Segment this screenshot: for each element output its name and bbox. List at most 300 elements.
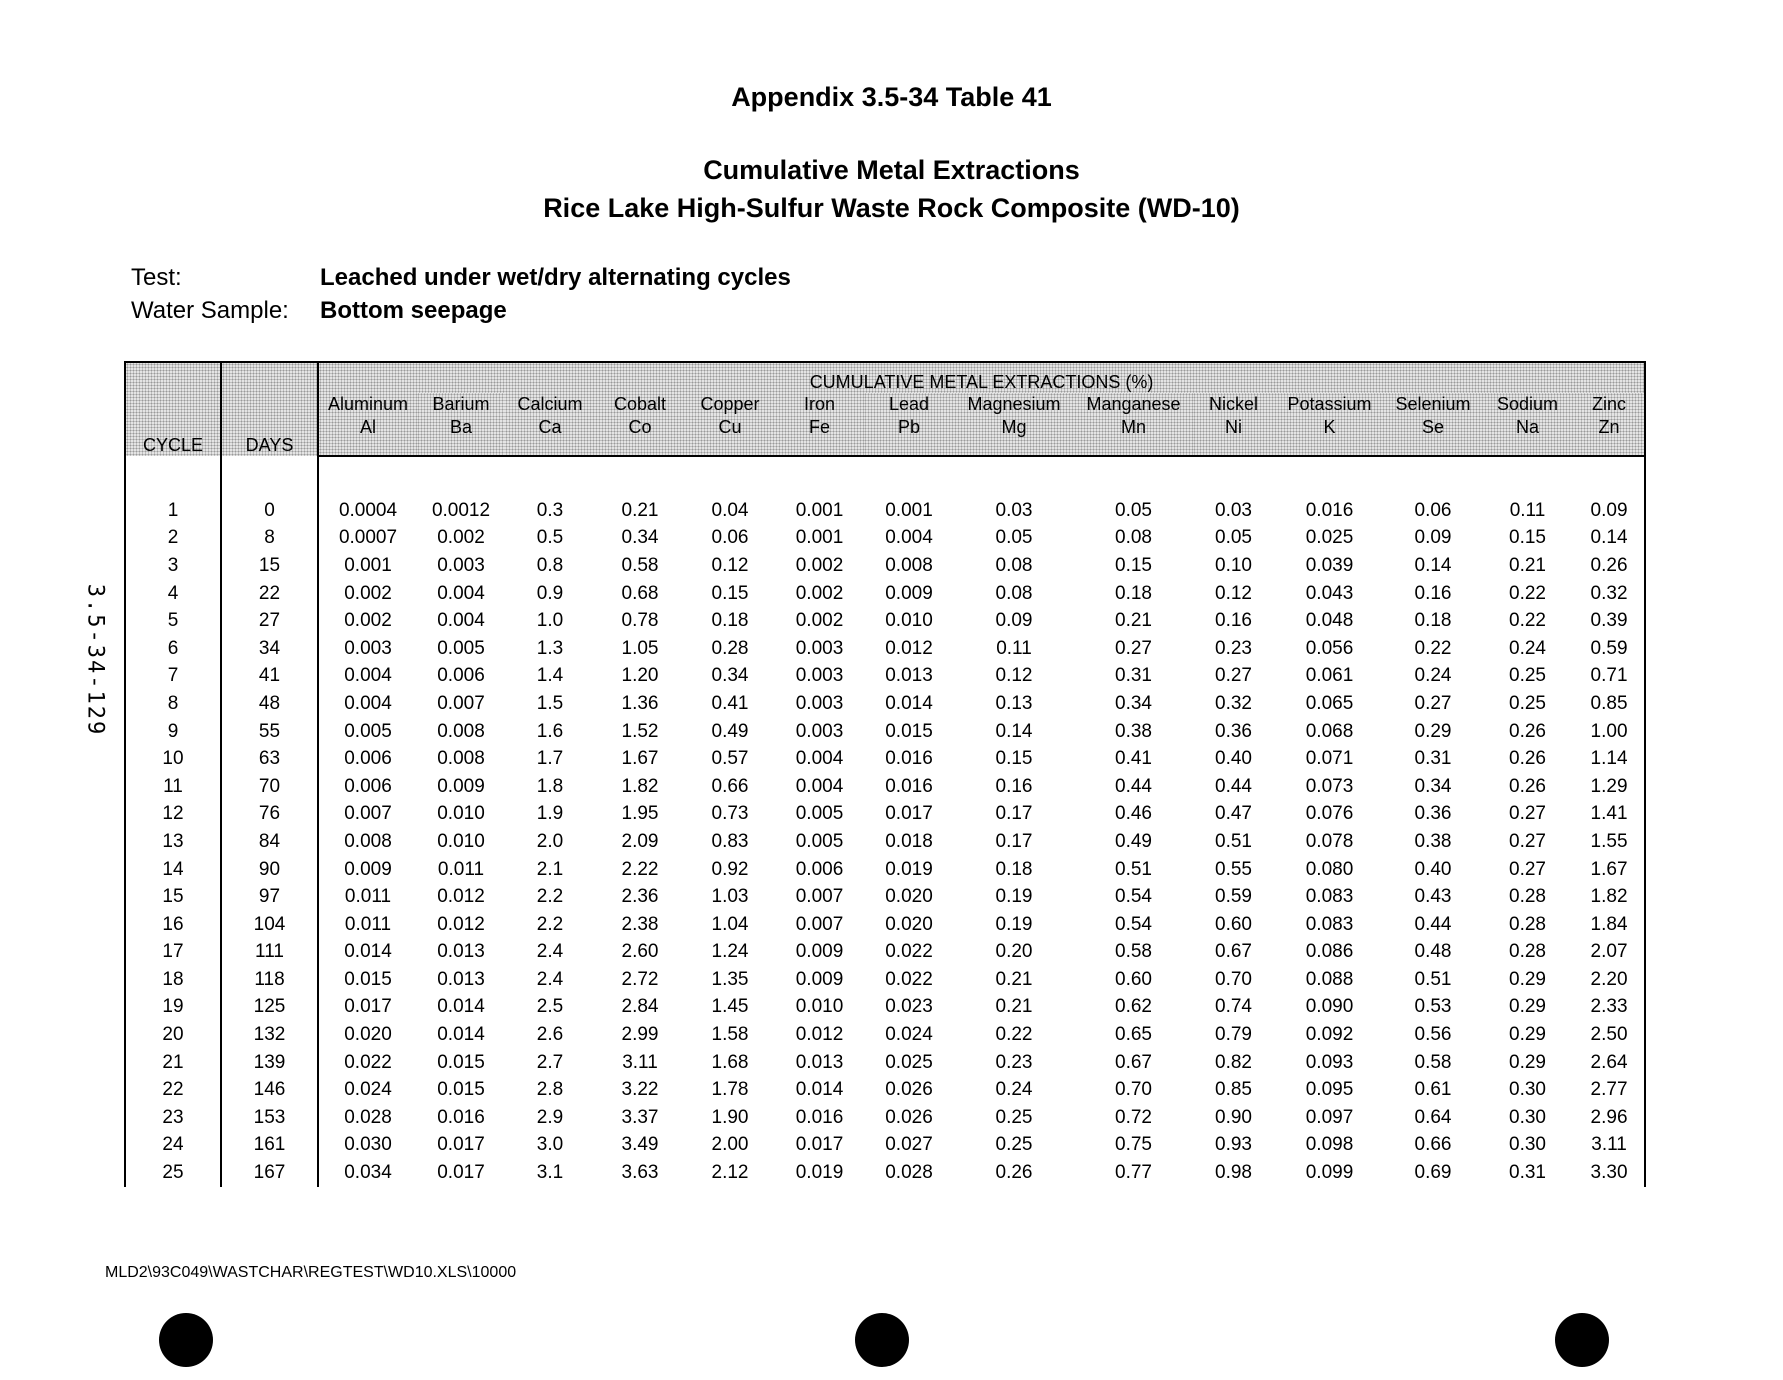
- value-cell-ba: 0.004: [437, 610, 485, 632]
- value-cell-zn: 3.30: [1574, 1159, 1645, 1187]
- days-cell: 139: [221, 1049, 318, 1077]
- value-cell-na: 0.25: [1509, 665, 1546, 687]
- value-cell-cu: 1.45: [711, 996, 749, 1018]
- value-cell-mn: 0.15: [1115, 554, 1152, 576]
- value-cell-se: 0.69: [1414, 1162, 1452, 1184]
- value-cell-na: 0.28: [1509, 886, 1546, 908]
- value-cell-k: 0.043: [1305, 582, 1354, 604]
- page-number-vertical: 3.5-34-129: [82, 583, 108, 737]
- value-cell-al: 0.028: [344, 1106, 392, 1128]
- value-cell-ca: 1.3: [536, 637, 564, 659]
- appendix-title: Appendix 3.5-34 Table 41: [731, 82, 1052, 112]
- value-cell-pb: 0.014: [885, 692, 933, 714]
- value-cell-cu: 2.00: [711, 1134, 749, 1156]
- value-cell-ni: 0.44: [1215, 775, 1252, 797]
- value-cell-cu: 1.58: [711, 1024, 749, 1046]
- value-cell-pb: 0.020: [885, 913, 933, 935]
- value-cell-co: 1.95: [621, 803, 659, 825]
- value-cell-pb: 0.001: [885, 499, 933, 521]
- value-cell-fe: 0.006: [795, 858, 844, 880]
- table-row: [125, 635, 1645, 663]
- value-cell-al: 0.017: [344, 996, 392, 1018]
- value-cell-ca: 1.5: [536, 692, 564, 714]
- days-cell: 125: [221, 994, 318, 1022]
- value-cell-mn: 0.05: [1115, 499, 1152, 521]
- value-cell-k: 0.086: [1305, 941, 1354, 963]
- metal-symbol-mg: Mg: [954, 415, 1074, 456]
- days-cell: 111: [221, 939, 318, 967]
- value-cell-co: 3.63: [621, 1162, 659, 1184]
- days-cell: 167: [221, 1159, 318, 1187]
- value-cell-al: 0.024: [344, 1079, 392, 1101]
- value-cell-na: 0.29: [1509, 968, 1546, 990]
- value-cell-cu: 0.28: [711, 637, 749, 659]
- value-cell-ba: 0.004: [437, 582, 485, 604]
- value-cell-zn: 0.71: [1574, 663, 1645, 691]
- punch-hole-right: [1555, 1313, 1609, 1367]
- value-cell-al: 0.008: [344, 830, 392, 852]
- value-cell-mg: 0.11: [996, 637, 1032, 659]
- value-cell-mg: 0.08: [995, 554, 1033, 576]
- value-cell-al: 0.005: [344, 720, 392, 742]
- value-cell-na: 0.15: [1509, 527, 1546, 549]
- value-cell-al: 0.020: [344, 1024, 392, 1046]
- value-cell-cu: 0.34: [711, 665, 749, 687]
- days-cell: 97: [221, 883, 318, 911]
- value-cell-ba: 0.0012: [431, 499, 491, 521]
- value-cell-ni: 0.51: [1215, 830, 1252, 852]
- value-cell-k: 0.097: [1305, 1106, 1354, 1128]
- value-cell-cu: 0.15: [711, 582, 749, 604]
- value-cell-zn: 0.39: [1574, 607, 1645, 635]
- metal-symbol-co: Co: [595, 415, 685, 456]
- cycle-cell: 13: [125, 828, 221, 856]
- days-cell: 22: [221, 580, 318, 608]
- metal-symbol-row: [125, 415, 1645, 456]
- value-cell-ca: 0.3: [536, 499, 564, 521]
- cycle-cell: 19: [125, 994, 221, 1022]
- value-cell-na: 0.28: [1509, 941, 1546, 963]
- metal-name-mn: Manganese: [1074, 393, 1193, 415]
- value-cell-ca: 2.4: [536, 941, 564, 963]
- value-cell-co: 1.20: [621, 665, 659, 687]
- value-cell-co: 2.36: [621, 886, 659, 908]
- value-cell-ba: 0.009: [437, 775, 485, 797]
- value-cell-mg: 0.13: [995, 692, 1033, 714]
- value-cell-al: 0.034: [344, 1162, 392, 1184]
- value-cell-co: 2.99: [621, 1024, 659, 1046]
- table-row: [125, 580, 1645, 608]
- value-cell-fe: 0.010: [795, 996, 844, 1018]
- value-cell-mn: 0.54: [1115, 913, 1152, 935]
- group-title: CUMULATIVE METAL EXTRACTIONS (%): [318, 362, 1645, 393]
- cycle-cell: 15: [125, 883, 221, 911]
- value-cell-mg: 0.24: [995, 1079, 1033, 1101]
- metal-name-ni: Nickel: [1193, 393, 1274, 415]
- days-cell: 84: [221, 828, 318, 856]
- value-cell-cu: 0.73: [711, 803, 749, 825]
- table-row: [125, 607, 1645, 635]
- value-cell-se: 0.22: [1414, 637, 1452, 659]
- table-header: [125, 362, 1645, 456]
- days-header: DAYS: [221, 362, 318, 456]
- value-cell-fe: 0.017: [795, 1134, 844, 1156]
- value-cell-zn: 2.07: [1574, 939, 1645, 967]
- table-row: [125, 552, 1645, 580]
- value-cell-mg: 0.12: [995, 665, 1033, 687]
- metal-name-ba: Barium: [417, 393, 505, 415]
- value-cell-ni: 0.82: [1215, 1051, 1252, 1073]
- page-title: Cumulative Metal Extractions: [703, 155, 1080, 185]
- value-cell-pb: 0.026: [885, 1079, 933, 1101]
- value-cell-fe: 0.004: [795, 775, 844, 797]
- value-cell-ca: 3.1: [536, 1162, 564, 1184]
- value-cell-cu: 0.66: [711, 775, 749, 797]
- value-cell-ca: 1.6: [536, 720, 564, 742]
- value-cell-k: 0.056: [1305, 637, 1354, 659]
- value-cell-mg: 0.20: [995, 941, 1033, 963]
- cycle-cell: 5: [125, 607, 221, 635]
- value-cell-ba: 0.012: [437, 886, 485, 908]
- value-cell-mg: 0.19: [995, 913, 1033, 935]
- value-cell-ba: 0.014: [437, 1024, 485, 1046]
- value-cell-ca: 1.7: [536, 748, 564, 770]
- cycle-cell: 1: [125, 497, 221, 525]
- value-cell-na: 0.11: [1509, 499, 1546, 521]
- days-cell: 132: [221, 1021, 318, 1049]
- value-cell-pb: 0.027: [885, 1134, 933, 1156]
- value-cell-k: 0.039: [1305, 554, 1354, 576]
- metal-name-fe: Iron: [775, 393, 864, 415]
- value-cell-ni: 0.85: [1215, 1079, 1252, 1101]
- value-cell-fe: 0.003: [795, 637, 844, 659]
- value-cell-ca: 2.4: [536, 968, 564, 990]
- value-cell-al: 0.003: [344, 637, 392, 659]
- days-cell: 48: [221, 690, 318, 718]
- value-cell-cu: 0.18: [711, 610, 749, 632]
- value-cell-co: 1.82: [621, 775, 659, 797]
- value-cell-k: 0.088: [1305, 968, 1354, 990]
- value-cell-ca: 2.0: [536, 830, 564, 852]
- value-cell-pb: 0.022: [885, 941, 933, 963]
- table-row: [125, 801, 1645, 829]
- value-cell-ca: 0.8: [536, 554, 564, 576]
- value-cell-cu: 0.49: [711, 720, 749, 742]
- value-cell-ni: 0.16: [1215, 610, 1252, 632]
- value-cell-mn: 0.08: [1115, 527, 1152, 549]
- table-row: [125, 994, 1645, 1022]
- value-cell-ca: 0.9: [536, 582, 564, 604]
- value-cell-al: 0.004: [344, 665, 392, 687]
- value-cell-fe: 0.002: [795, 582, 844, 604]
- value-cell-al: 0.006: [344, 775, 392, 797]
- value-cell-cu: 0.04: [711, 499, 749, 521]
- value-cell-k: 0.083: [1305, 886, 1354, 908]
- value-cell-mg: 0.14: [995, 720, 1033, 742]
- value-cell-fe: 0.009: [795, 968, 844, 990]
- value-cell-mn: 0.49: [1115, 830, 1152, 852]
- table-row: [125, 1132, 1645, 1160]
- value-cell-ba: 0.005: [437, 637, 485, 659]
- value-cell-ca: 1.0: [536, 610, 564, 632]
- value-cell-fe: 0.016: [795, 1106, 844, 1128]
- cycle-cell: 17: [125, 939, 221, 967]
- value-cell-ba: 0.015: [437, 1079, 485, 1101]
- cycle-cell: 11: [125, 773, 221, 801]
- table-row: [125, 1076, 1645, 1104]
- value-cell-fe: 0.005: [795, 803, 844, 825]
- value-cell-k: 0.068: [1305, 720, 1354, 742]
- value-cell-al: 0.014: [344, 941, 392, 963]
- value-cell-ni: 0.98: [1215, 1162, 1252, 1184]
- value-cell-ca: 2.6: [536, 1024, 564, 1046]
- value-cell-co: 2.72: [621, 968, 659, 990]
- value-cell-zn: 1.67: [1574, 856, 1645, 884]
- value-cell-co: 2.60: [621, 941, 659, 963]
- days-cell: 0: [221, 497, 318, 525]
- extraction-table: [124, 361, 1646, 1187]
- value-cell-cu: 1.78: [711, 1079, 749, 1101]
- value-cell-fe: 0.007: [795, 886, 844, 908]
- metal-name-co: Cobalt: [595, 393, 685, 415]
- value-cell-na: 0.26: [1509, 720, 1546, 742]
- value-cell-zn: 0.32: [1574, 580, 1645, 608]
- value-cell-al: 0.002: [344, 610, 392, 632]
- value-cell-mn: 0.58: [1115, 941, 1152, 963]
- value-cell-pb: 0.008: [885, 554, 933, 576]
- value-cell-pb: 0.012: [885, 637, 933, 659]
- value-cell-k: 0.080: [1305, 858, 1354, 880]
- value-cell-mn: 0.34: [1115, 692, 1152, 714]
- value-cell-ba: 0.010: [437, 830, 485, 852]
- value-cell-co: 2.22: [621, 858, 659, 880]
- table-row: [125, 939, 1645, 967]
- cycle-cell: 14: [125, 856, 221, 884]
- value-cell-se: 0.27: [1414, 692, 1452, 714]
- cycle-cell: 24: [125, 1132, 221, 1160]
- value-cell-zn: 1.29: [1574, 773, 1645, 801]
- metal-symbol-al: Al: [318, 415, 417, 456]
- value-cell-se: 0.44: [1414, 913, 1452, 935]
- value-cell-se: 0.16: [1414, 582, 1452, 604]
- test-value: Leached under wet/dry alternating cycles: [320, 264, 791, 291]
- cycle-cell: 25: [125, 1159, 221, 1187]
- value-cell-co: 2.38: [621, 913, 659, 935]
- table-row: [125, 773, 1645, 801]
- value-cell-mg: 0.16: [995, 775, 1033, 797]
- value-cell-mn: 0.72: [1115, 1106, 1152, 1128]
- value-cell-se: 0.53: [1414, 996, 1452, 1018]
- days-cell: 118: [221, 966, 318, 994]
- value-cell-zn: 1.14: [1574, 745, 1645, 773]
- value-cell-pb: 0.013: [885, 665, 933, 687]
- value-cell-ba: 0.013: [437, 968, 485, 990]
- value-cell-zn: 2.64: [1574, 1049, 1645, 1077]
- value-cell-pb: 0.009: [885, 582, 933, 604]
- value-cell-se: 0.58: [1414, 1051, 1452, 1073]
- value-cell-ba: 0.012: [437, 913, 485, 935]
- value-cell-k: 0.095: [1305, 1079, 1354, 1101]
- value-cell-ca: 0.5: [536, 527, 564, 549]
- value-cell-ba: 0.015: [437, 1051, 485, 1073]
- value-cell-na: 0.27: [1509, 858, 1546, 880]
- cycle-cell: 16: [125, 911, 221, 939]
- value-cell-co: 0.68: [621, 582, 659, 604]
- value-cell-co: 2.84: [621, 996, 659, 1018]
- value-cell-co: 0.78: [621, 610, 659, 632]
- value-cell-cu: 0.57: [711, 748, 749, 770]
- value-cell-co: 2.09: [621, 830, 659, 852]
- value-cell-k: 0.065: [1305, 692, 1354, 714]
- value-cell-k: 0.048: [1305, 610, 1354, 632]
- value-cell-co: 0.34: [621, 527, 659, 549]
- value-cell-ba: 0.008: [437, 720, 485, 742]
- days-cell: 146: [221, 1076, 318, 1104]
- value-cell-ni: 0.12: [1215, 582, 1252, 604]
- table-row: [125, 497, 1645, 525]
- value-cell-zn: 0.85: [1574, 690, 1645, 718]
- cycle-cell: 12: [125, 801, 221, 829]
- value-cell-ca: 2.9: [536, 1106, 564, 1128]
- value-cell-ni: 0.70: [1215, 968, 1252, 990]
- value-cell-mn: 0.62: [1115, 996, 1152, 1018]
- value-cell-se: 0.06: [1414, 499, 1452, 521]
- value-cell-k: 0.076: [1305, 803, 1354, 825]
- value-cell-ni: 0.59: [1215, 886, 1252, 908]
- value-cell-co: 1.67: [621, 748, 659, 770]
- value-cell-cu: 1.04: [711, 913, 749, 935]
- value-cell-ba: 0.010: [437, 803, 485, 825]
- value-cell-fe: 0.004: [795, 748, 844, 770]
- cycle-cell: 6: [125, 635, 221, 663]
- days-cell: 8: [221, 525, 318, 553]
- value-cell-ca: 1.9: [536, 803, 564, 825]
- value-cell-zn: 2.20: [1574, 966, 1645, 994]
- value-cell-cu: 0.41: [711, 692, 749, 714]
- cycle-cell: 8: [125, 690, 221, 718]
- value-cell-na: 0.29: [1509, 1051, 1546, 1073]
- value-cell-mn: 0.18: [1115, 582, 1152, 604]
- value-cell-na: 0.29: [1509, 1024, 1546, 1046]
- value-cell-na: 0.29: [1509, 996, 1546, 1018]
- value-cell-mg: 0.05: [995, 527, 1033, 549]
- days-cell: 70: [221, 773, 318, 801]
- value-cell-ni: 0.93: [1215, 1134, 1252, 1156]
- value-cell-mg: 0.17: [995, 803, 1033, 825]
- metal-name-na: Sodium: [1481, 393, 1574, 415]
- value-cell-na: 0.27: [1509, 830, 1546, 852]
- value-cell-ni: 0.36: [1215, 720, 1252, 742]
- value-cell-ba: 0.002: [437, 527, 485, 549]
- metal-name-se: Selenium: [1385, 393, 1481, 415]
- value-cell-cu: 1.03: [711, 886, 749, 908]
- value-cell-pb: 0.004: [885, 527, 933, 549]
- value-cell-k: 0.092: [1305, 1024, 1354, 1046]
- value-cell-ni: 0.27: [1215, 665, 1252, 687]
- value-cell-al: 0.004: [344, 692, 392, 714]
- days-cell: 161: [221, 1132, 318, 1160]
- value-cell-co: 1.52: [621, 720, 659, 742]
- value-cell-ba: 0.016: [437, 1106, 485, 1128]
- cycle-cell: 7: [125, 663, 221, 691]
- value-cell-na: 0.25: [1509, 692, 1546, 714]
- value-cell-mg: 0.09: [995, 610, 1033, 632]
- value-cell-mn: 0.46: [1115, 803, 1152, 825]
- value-cell-k: 0.025: [1305, 527, 1354, 549]
- value-cell-ba: 0.017: [437, 1134, 485, 1156]
- metal-name-ca: Calcium: [505, 393, 595, 415]
- metal-symbol-zn: Zn: [1574, 415, 1645, 456]
- value-cell-mn: 0.77: [1115, 1162, 1152, 1184]
- metal-name-zn: Zinc: [1574, 393, 1645, 415]
- value-cell-k: 0.098: [1305, 1134, 1354, 1156]
- table-row: [125, 525, 1645, 553]
- days-cell: 34: [221, 635, 318, 663]
- value-cell-mg: 0.03: [995, 499, 1033, 521]
- table-row: [125, 966, 1645, 994]
- metal-symbol-ba: Ba: [417, 415, 505, 456]
- cycle-cell: 22: [125, 1076, 221, 1104]
- metal-symbol-ca: Ca: [505, 415, 595, 456]
- file-path-footer: MLD2\93C049\WASTCHAR\REGTEST\WD10.XLS\10000: [105, 1264, 517, 1281]
- value-cell-mg: 0.08: [995, 582, 1033, 604]
- value-cell-mg: 0.17: [995, 830, 1033, 852]
- metal-name-row: [125, 393, 1645, 415]
- value-cell-fe: 0.002: [795, 610, 844, 632]
- metal-symbol-fe: Fe: [775, 415, 864, 456]
- value-cell-al: 0.001: [344, 554, 392, 576]
- value-cell-na: 0.30: [1509, 1079, 1546, 1101]
- value-cell-na: 0.27: [1509, 803, 1546, 825]
- table-row: [125, 828, 1645, 856]
- cycle-cell: 18: [125, 966, 221, 994]
- value-cell-mg: 0.25: [995, 1106, 1033, 1128]
- value-cell-fe: 0.014: [795, 1079, 844, 1101]
- punch-hole-left: [159, 1313, 213, 1367]
- value-cell-k: 0.061: [1305, 665, 1354, 687]
- value-cell-zn: 2.50: [1574, 1021, 1645, 1049]
- value-cell-mn: 0.44: [1115, 775, 1152, 797]
- value-cell-al: 0.011: [344, 886, 392, 908]
- test-label: Test:: [131, 264, 182, 291]
- value-cell-ca: 1.8: [536, 775, 564, 797]
- value-cell-se: 0.34: [1414, 775, 1452, 797]
- value-cell-ni: 0.55: [1215, 858, 1252, 880]
- cycle-cell: 23: [125, 1104, 221, 1132]
- metal-symbol-k: K: [1274, 415, 1385, 456]
- value-cell-ni: 0.03: [1215, 499, 1252, 521]
- value-cell-fe: 0.002: [795, 554, 844, 576]
- value-cell-zn: 1.82: [1574, 883, 1645, 911]
- value-cell-co: 1.05: [621, 637, 659, 659]
- value-cell-se: 0.66: [1414, 1134, 1452, 1156]
- cycle-cell: 2: [125, 525, 221, 553]
- value-cell-k: 0.016: [1305, 499, 1354, 521]
- value-cell-zn: 2.96: [1574, 1104, 1645, 1132]
- value-cell-ca: 1.4: [536, 665, 564, 687]
- table-row: [125, 1159, 1645, 1187]
- value-cell-al: 0.015: [344, 968, 392, 990]
- value-cell-zn: 1.41: [1574, 801, 1645, 829]
- value-cell-k: 0.073: [1305, 775, 1354, 797]
- value-cell-ba: 0.003: [437, 554, 485, 576]
- value-cell-k: 0.071: [1305, 748, 1354, 770]
- days-cell: 63: [221, 745, 318, 773]
- value-cell-se: 0.51: [1414, 968, 1452, 990]
- value-cell-na: 0.31: [1509, 1162, 1546, 1184]
- metal-symbol-se: Se: [1385, 415, 1481, 456]
- value-cell-co: 3.49: [621, 1134, 659, 1156]
